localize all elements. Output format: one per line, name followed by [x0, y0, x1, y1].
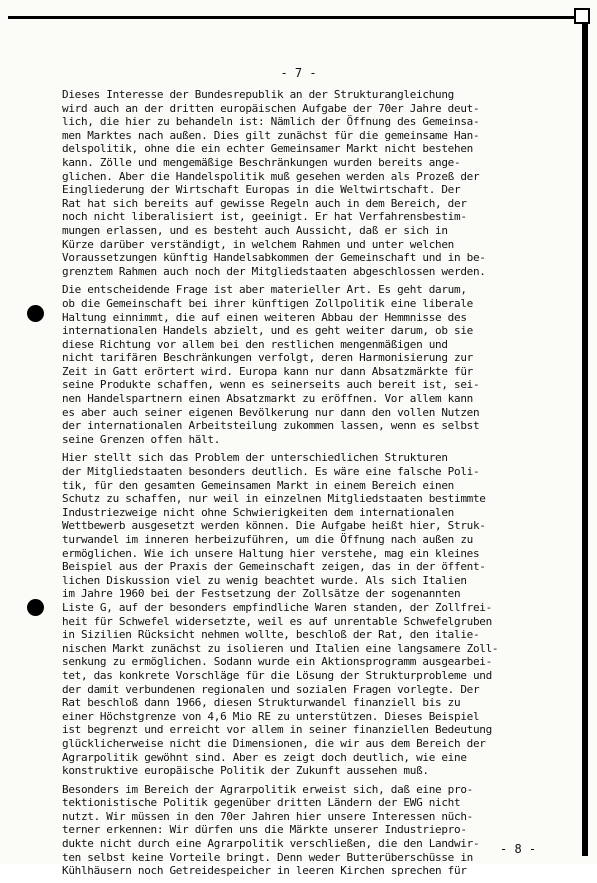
text-line: Voraussetzungen künftig Handelsabkommen der Gemeinschaft und in be- — [62, 251, 486, 265]
text-line: tektionistische Politik gegenüber dritten Ländern der EWG nicht — [62, 796, 461, 810]
text-line: im Jahre 1960 bei der Festsetzung der Zollsätze der sogenannten — [62, 587, 461, 601]
text-line: nicht tarifären Beschränkungen verfolgt, deren Harmonisierung zur — [62, 351, 473, 365]
body-text — [62, 88, 582, 883]
text-line: Dieses Interesse der Bundesrepublik an der Strukturangleichung — [62, 88, 454, 101]
text-line: der damit verbundenen regionalen und sozialen Fragen vorlegte. Der — [62, 682, 480, 696]
text-line: Schutz zu schaffen, nur weil in einzelnen Mitgliedstaaten bestimmte — [62, 492, 486, 506]
text-line: einer Höchstgrenze von 4,6 Mio RE zu unterstützen. Dieses Beispiel — [62, 709, 480, 723]
text-line: glücklicherweise nicht die Dimensionen, die wir aus dem Bereich der — [62, 736, 486, 750]
text-line: tet, das konkrete Vorschläge für die Lösung der Strukturprobleme und — [62, 668, 492, 682]
paragraph — [62, 283, 582, 446]
text-line: grenztem Rahmen auch noch der Mitgliedstaaten abgeschlossen werden. — [62, 264, 486, 278]
text-line: ten selbst keine Vorteile bringt. Denn weder Butterüberschüsse in — [62, 850, 473, 864]
text-line: nischen Markt zunächst zu isolieren und Italien eine langsamere Zoll- — [62, 641, 499, 655]
text-line: Beispiel aus der Praxis der Gemeinschaft zeigen, das in der öffent- — [62, 560, 486, 574]
text-line: noch nicht liberalisiert ist, geeinigt. Er hat Verfahrensbestim- — [62, 210, 467, 224]
text-line: nutzt. Wir müssen in den 70er Jahren hier unsere Interessen nüch- — [62, 809, 473, 823]
text-line: internationalen Handels abzielt, und es geht weiter darum, ob sie — [62, 324, 473, 338]
text-line: in Sizilien Rücksicht nehmen wollte, beschloß der Rat, den italie- — [62, 628, 480, 642]
text-line: der internationalen Arbeitsteilung zukommen lassen, wenn es selbst — [62, 419, 480, 433]
text-line: Eingliederung der Wirtschaft Europas in die Weltwirtschaft. Der — [62, 183, 461, 197]
text-line: es aber auch seiner eigenen Bevölkerung nur dann den vollen Nutzen — [62, 405, 480, 419]
text-line: tik, für den gesamten Gemeinsamen Markt in einem Bereich einen — [62, 478, 454, 492]
punch-hole-upper — [27, 305, 44, 322]
punch-hole-lower — [27, 599, 44, 616]
text-line: Haltung einnimmt, die auf einen weiteren Abbau der Hemmnisse des — [62, 310, 467, 324]
text-line: Kürze darüber verständigt, in welchem Rahmen und unter welchen — [62, 237, 454, 251]
text-line: Rat hat sich bereits auf gewisse Regeln auch in dem Bereich, der — [62, 196, 467, 210]
text-line: Zeit in Gatt erörtert wird. Europa kann nur dann Absatzmärkte für — [62, 364, 473, 378]
text-line: Liste G, auf der besonders empfindliche Waren standen, der Zollfrei- — [62, 600, 492, 614]
text-line: ermöglichen. Wie ich unsere Haltung hier verstehe, mag ein kleines — [62, 546, 480, 560]
text-line: terner erkennen: Wir dürfen uns die Märkte unserer Industriepro- — [62, 823, 467, 837]
text-line: heit für Schwefel widersetzte, weil es auf unrentable Schwefelgruben — [62, 614, 492, 628]
text-line: seine Produkte schaffen, wenn es seinerseits auch bereit ist, sei- — [62, 378, 480, 392]
text-line: dukte nicht durch eine Agrarpolitik verschließen, die den Landwir- — [62, 837, 480, 851]
page-number-top: - 7 - — [280, 66, 317, 80]
text-line: Besonders im Bereich der Agrarpolitik erweist sich, daß eine pro- — [62, 782, 473, 796]
text-line: seine Grenzen offen hält. — [62, 432, 221, 446]
text-line: turwandel im inneren herbeizuführen, um die Öffnung nach außen zu — [62, 533, 473, 546]
text-line: ist begrenzt und erreicht vor allem in seiner finanziellen Bedeutung — [62, 723, 492, 737]
text-line: Kühlhäusern noch Getreidespeicher in leeren Kirchen sprechen für — [62, 864, 467, 878]
paragraph — [62, 88, 582, 278]
text-line: ob die Gemeinschaft bei ihrer künftigen Zollpolitik eine liberale — [62, 296, 473, 310]
text-line: kann. Zölle und mengemäßige Beschränkungen wurden bereits ange- — [62, 155, 461, 169]
text-line: Agrarpolitik gewöhnt sind. Aber es zeigt doch deutlich, wie eine — [62, 750, 467, 764]
text-line: diese Richtung vor allem bei den restlichen mengenmäßigen und — [62, 337, 448, 351]
text-line: delspolitik, ohne die ein echter Gemeinsamer Markt nicht bestehen — [62, 142, 473, 156]
text-line: Die entscheidende Frage ist aber materieller Art. Es geht darum, — [62, 283, 467, 297]
text-line: Industriezweige nicht ohne Schwierigkeiten dem internationalen — [62, 505, 454, 519]
text-line: nen Handelspartnern einen Absatzmarkt zu eröffnen. Vor allem kann — [62, 392, 473, 406]
text-line: mungen erlassen, und es besteht auch Aussicht, daß er sich in — [62, 223, 448, 237]
text-line: Rat beschloß dann 1966, diesen Strukturwandel finanziell bis zu — [62, 696, 461, 710]
text-line: men Marktes nach außen. Dies gilt zunächst für die gemeinsame Han- — [62, 128, 480, 142]
text-line: Hier stellt sich das Problem der unterschiedlichen Strukturen — [62, 451, 448, 465]
paragraph — [62, 451, 582, 777]
scan-corner-mark — [574, 8, 590, 24]
text-line: der Mitgliedstaaten besonders deutlich. Es wäre eine falsche Poli- — [62, 465, 480, 479]
scan-border-right — [582, 10, 588, 856]
scan-border-top — [8, 16, 588, 19]
text-line: senkung zu ermöglichen. Sodann wurde ein Aktionsprogramm ausgearbei- — [62, 655, 492, 669]
text-line: glichen. Aber die Handelspolitik muß gesehen werden als Prozeß der — [62, 169, 480, 183]
text-line: wird auch an der dritten europäischen Aufgabe der 70er Jahre deut- — [62, 101, 480, 115]
page-number-continuation: - 8 - — [500, 842, 537, 856]
text-line: Wettbewerb ausgesetzt werden können. Die Aufgabe heißt hier, Struk- — [62, 519, 486, 533]
text-line: lich, die hier zu behandeln ist: Nämlich der Öffnung des Gemeinsa- — [62, 115, 480, 129]
text-line: lichen Diskussion viel zu wenig beachtet wurde. Als sich Italien — [62, 573, 467, 587]
text-line: konstruktive europäische Politik der Zukunft aussehen muß. — [62, 764, 429, 778]
